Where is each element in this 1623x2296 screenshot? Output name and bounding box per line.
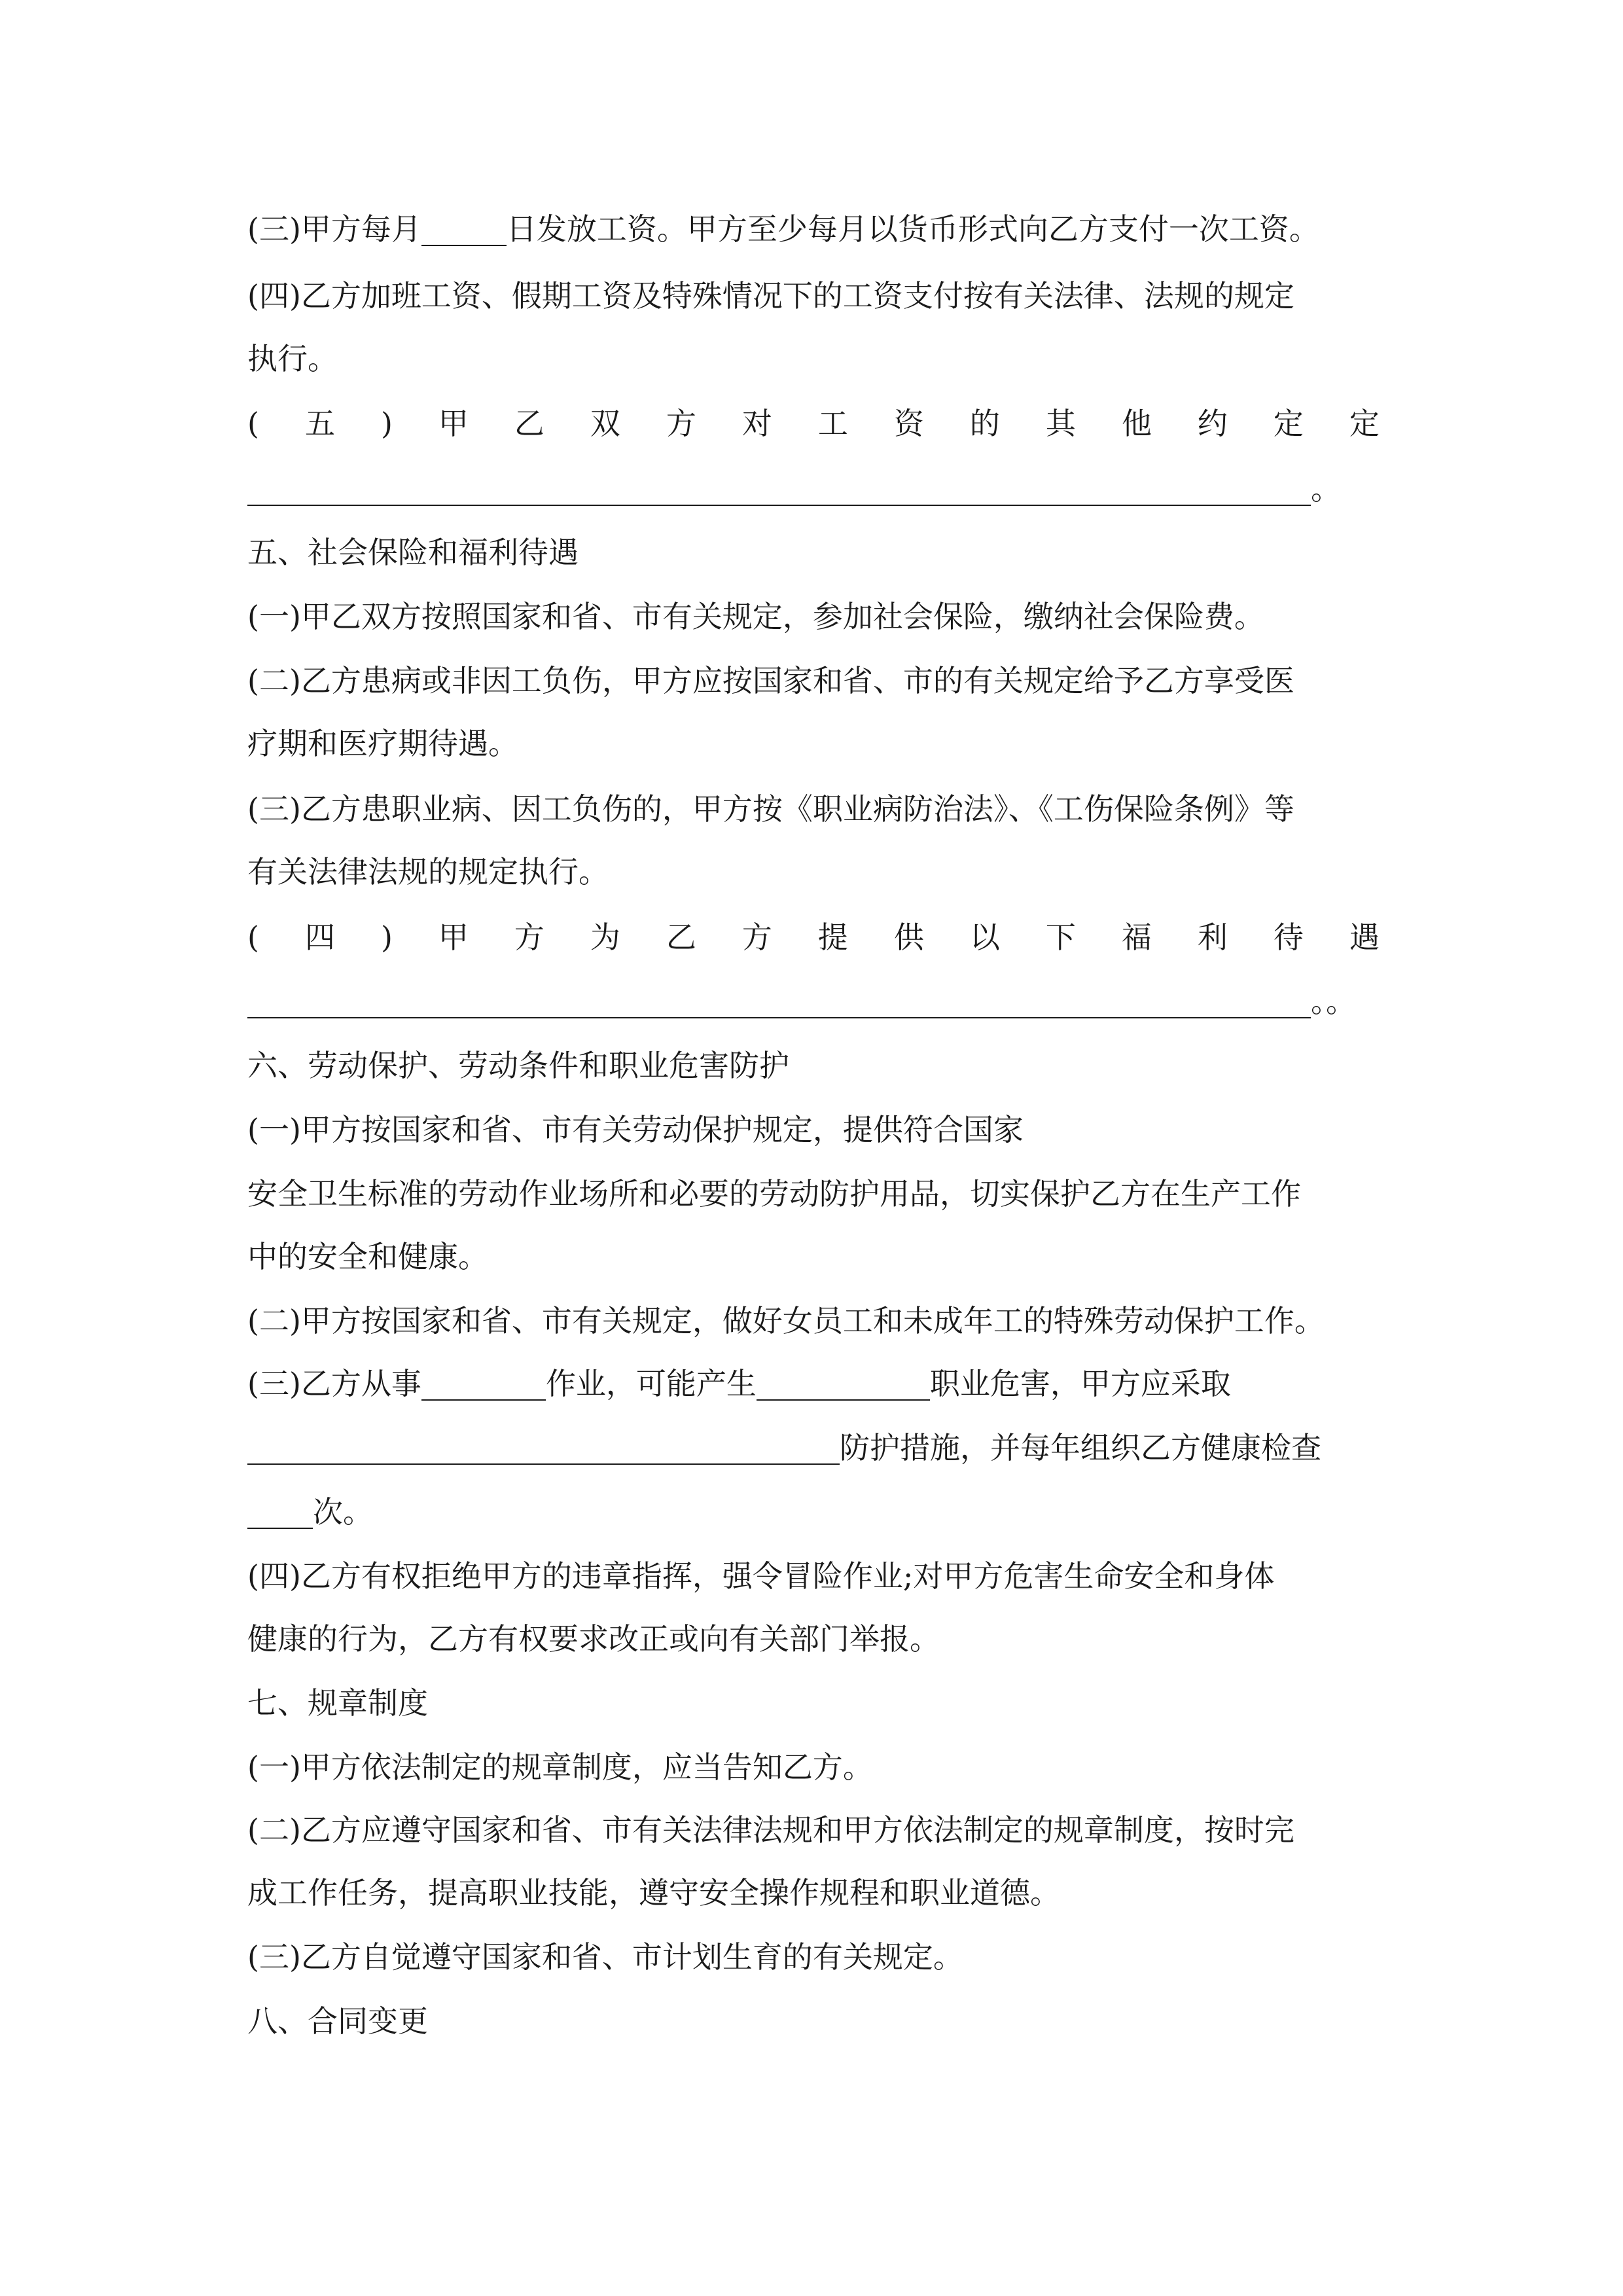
text-line	[247, 717, 1380, 770]
text-line	[247, 1103, 1380, 1156]
line-text: 有关法律法规的规定执行。	[247, 854, 609, 889]
line-char: 方	[741, 920, 772, 955]
text-line	[247, 203, 1380, 255]
text-line	[247, 1486, 1380, 1538]
line-text: 执行。	[247, 341, 338, 376]
line-char: 他	[1121, 406, 1152, 441]
fill-in-blank	[757, 1363, 930, 1401]
line-text: (二)乙方应遵守国家和省、市有关法律法规和甲方依法制定的规章制度，按时完	[247, 1812, 1294, 1848]
line-char: 资	[893, 406, 924, 441]
line-char: 下	[1045, 920, 1076, 955]
line-char: 待	[1273, 920, 1304, 955]
fill-in-blank	[421, 1363, 546, 1401]
line-char: 乙	[666, 920, 696, 955]
justified-text-line	[247, 397, 1380, 450]
line-char: 五	[304, 406, 335, 441]
line-text: (三)甲方每月	[247, 211, 421, 247]
line-char: 甲	[438, 406, 469, 441]
text-line	[247, 526, 1380, 579]
line-char: 其	[1045, 406, 1076, 441]
text-line	[247, 1039, 1380, 1092]
line-text: 次。	[313, 1494, 373, 1530]
line-text: 健康的行为，乙方有权要求改正或向有关部门举报。	[247, 1621, 940, 1657]
line-text: 。。	[1311, 984, 1356, 1019]
fill-in-blank	[247, 1491, 313, 1529]
text-line	[247, 463, 1380, 515]
text-line	[247, 1931, 1380, 1983]
text-line	[247, 1230, 1380, 1283]
line-text: 五、社会保险和福利待遇	[247, 535, 579, 570]
text-line	[247, 1677, 1380, 1729]
line-text: 六、劳动保护、劳动条件和职业危害防护	[247, 1048, 789, 1083]
line-text: (四)乙方有权拒绝甲方的违章指挥，强令冒险作业;对甲方危害生命安全和身体	[247, 1558, 1275, 1594]
text-line	[247, 1357, 1380, 1410]
line-text: 成工作任务，提高职业技能，遵守安全操作规程和职业道德。	[247, 1875, 1060, 1910]
text-line	[247, 655, 1380, 707]
line-text: 八、合同变更	[247, 2003, 428, 2039]
line-char: (	[247, 920, 259, 955]
line-char: 定	[1349, 406, 1380, 441]
text-line	[247, 975, 1380, 1028]
line-text: (二)乙方患病或非因工负伤，甲方应按国家和省、市的有关规定给予乙方享受医	[247, 663, 1294, 698]
line-text: (一)甲方依法制定的规章制度，应当告知乙方。	[247, 1749, 873, 1785]
line-text: (三)乙方从事	[247, 1366, 421, 1401]
line-text: (三)乙方患职业病、因工负伤的，甲方按《职业病防治法》、《工伤保险条例》等	[247, 791, 1294, 827]
line-char: 以	[969, 920, 1000, 955]
line-text: 作业，可能产生	[545, 1366, 757, 1401]
justified-text-line	[247, 911, 1380, 963]
line-char: 方	[666, 406, 696, 441]
line-char: 利	[1197, 920, 1228, 955]
line-text: 七、规章制度	[247, 1685, 428, 1721]
fill-in-blank	[247, 468, 1311, 506]
text-line	[247, 1741, 1380, 1793]
line-char: 甲	[438, 920, 469, 955]
text-line	[247, 332, 1380, 385]
text-line	[247, 1613, 1380, 1665]
text-line	[247, 1804, 1380, 1856]
fill-in-blank	[247, 980, 1311, 1018]
text-line	[247, 1550, 1380, 1602]
text-line	[247, 1867, 1380, 1919]
line-text: (四)乙方加班工资、假期工资及特殊情况下的工资支付按有关法律、法规的规定	[247, 278, 1294, 314]
text-line	[247, 1422, 1380, 1474]
fill-in-blank	[247, 1427, 840, 1465]
line-char: 对	[741, 406, 772, 441]
line-char: )	[380, 406, 393, 441]
line-text: (一)甲方按国家和省、市有关劳动保护规定，提供符合国家	[247, 1112, 1024, 1147]
line-char: 提	[817, 920, 848, 955]
line-char: 福	[1121, 920, 1152, 955]
text-line	[247, 1295, 1380, 1347]
line-char: 约	[1197, 406, 1228, 441]
line-text: 疗期和医疗期待遇。	[247, 726, 518, 761]
line-char: 四	[304, 920, 335, 955]
line-char: 定	[1273, 406, 1304, 441]
text-line	[247, 590, 1380, 643]
line-char: 为	[590, 920, 620, 955]
line-text: 防护措施，并每年组织乙方健康检查	[840, 1430, 1321, 1465]
line-char: )	[380, 920, 393, 955]
line-char: 工	[817, 406, 848, 441]
text-line	[247, 846, 1380, 898]
line-text: 日发放工资。甲方至少每月以货币形式向乙方支付一次工资。	[506, 211, 1319, 247]
text-line	[247, 783, 1380, 835]
line-text: (三)乙方自觉遵守国家和省、市计划生育的有关规定。	[247, 1939, 963, 1975]
line-char: 双	[590, 406, 620, 441]
text-line	[247, 1995, 1380, 2047]
line-char: 乙	[514, 406, 544, 441]
line-text: 中的安全和健康。	[247, 1239, 488, 1274]
line-char: (	[247, 406, 259, 441]
line-text: (一)甲乙双方按照国家和省、市有关规定，参加社会保险，缴纳社会保险费。	[247, 599, 1264, 634]
line-text: 。	[1311, 471, 1341, 507]
text-line	[247, 270, 1380, 322]
line-text: 安全卫生标准的劳动作业场所和必要的劳动防护用品，切实保护乙方在生产工作	[247, 1176, 1301, 1211]
text-line	[247, 1168, 1380, 1220]
line-text: 职业危害，甲方应采取	[929, 1366, 1231, 1401]
line-char: 的	[969, 406, 1000, 441]
line-char: 遇	[1349, 920, 1380, 955]
fill-in-blank	[421, 208, 507, 246]
line-char: 方	[514, 920, 544, 955]
line-char: 供	[893, 920, 924, 955]
line-text: (二)甲方按国家和省、市有关规定，做好女员工和未成年工的特殊劳动保护工作。	[247, 1303, 1325, 1338]
